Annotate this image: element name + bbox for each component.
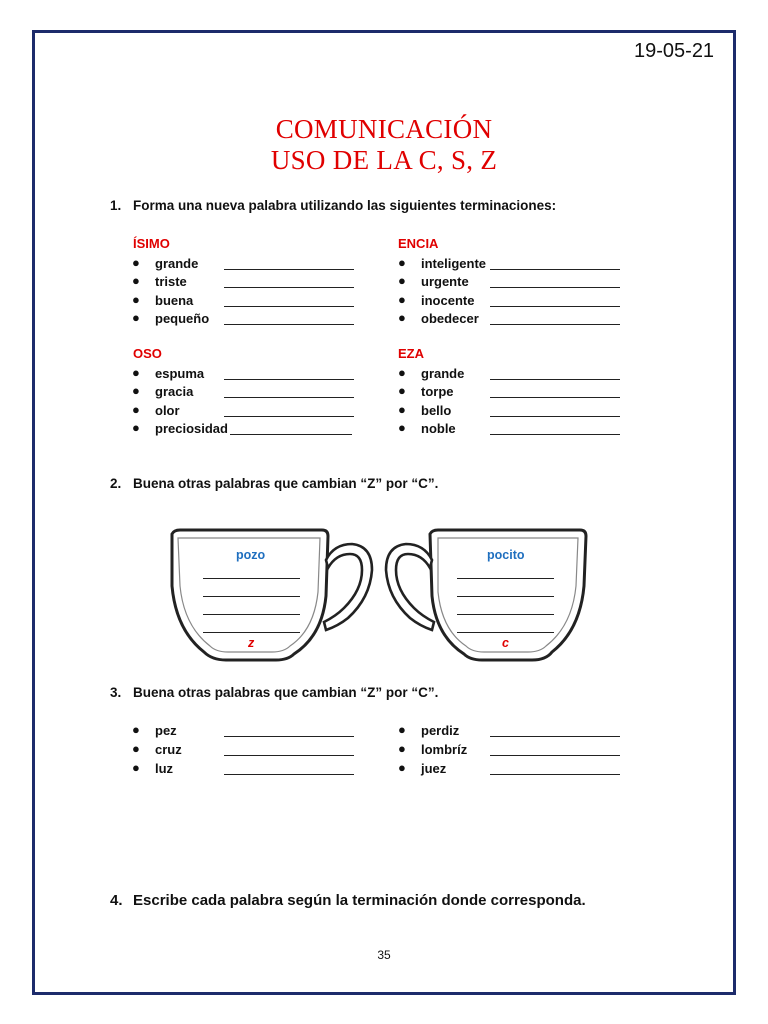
answer-line[interactable] xyxy=(490,287,620,288)
bullet-icon: ● xyxy=(132,255,140,270)
list-item-word: pequeño xyxy=(155,310,210,326)
list-item-word: grande xyxy=(421,366,465,381)
list-item-word: pez xyxy=(155,723,177,738)
answer-line[interactable] xyxy=(224,306,354,307)
list-item-word: buena xyxy=(155,292,194,308)
answer-line[interactable] xyxy=(203,578,300,579)
list-item-word: inocente xyxy=(421,292,475,308)
list-item-word: bello xyxy=(421,402,452,418)
list-item-word: cruz xyxy=(155,742,182,757)
list-item xyxy=(132,366,354,384)
list-item-word: preciosidad xyxy=(155,420,228,436)
list-item xyxy=(132,723,354,741)
bullet-icon: ● xyxy=(398,741,406,756)
question-4 xyxy=(110,892,586,909)
bullet-icon: ● xyxy=(132,291,140,307)
bullet-icon: ● xyxy=(132,722,140,737)
answer-line[interactable] xyxy=(224,397,354,398)
bullet-icon: ● xyxy=(398,365,406,380)
question-text: Escribe cada palabra según la terminación donde corresponda. xyxy=(133,892,586,909)
bullet-icon: ● xyxy=(398,401,406,417)
list-item xyxy=(132,384,354,402)
answer-line[interactable] xyxy=(490,324,620,325)
page-number: 35 xyxy=(377,948,391,962)
cup-right-letter: c xyxy=(502,636,509,650)
answer-line[interactable] xyxy=(457,632,554,633)
list-item-word: obedecer xyxy=(421,310,479,326)
bullet-icon: ● xyxy=(398,760,406,775)
answer-line[interactable] xyxy=(490,755,620,756)
list-item-word: gracia xyxy=(155,384,194,400)
list-item xyxy=(398,421,620,439)
answer-line[interactable] xyxy=(490,379,620,380)
question-text: Buena otras palabras que cambian “Z” por “C”. xyxy=(133,685,439,700)
list-item-word: urgente xyxy=(421,274,469,290)
list-item-word: noble xyxy=(421,420,456,436)
list-item xyxy=(398,274,620,292)
answer-line[interactable] xyxy=(490,397,620,398)
list-item xyxy=(398,256,620,274)
list-item xyxy=(132,274,354,292)
list-item xyxy=(398,366,620,384)
list-item xyxy=(132,256,354,274)
answer-line[interactable] xyxy=(490,736,620,737)
date: 19-05-21 xyxy=(634,40,715,62)
answer-line[interactable] xyxy=(224,379,354,380)
bullet-icon: ● xyxy=(398,309,406,325)
answer-line[interactable] xyxy=(457,596,554,597)
list-item-word: luz xyxy=(155,761,174,776)
answer-line[interactable] xyxy=(490,269,620,270)
suffix-heading: OSO xyxy=(133,346,162,361)
answer-line[interactable] xyxy=(224,324,354,325)
list-item xyxy=(132,742,354,760)
answer-line[interactable] xyxy=(230,434,352,435)
list-item xyxy=(132,311,354,329)
list-item-word: olor xyxy=(155,402,180,418)
question-text: Forma una nueva palabra utilizando las siguientes terminaciones: xyxy=(133,198,557,213)
answer-line[interactable] xyxy=(203,614,300,615)
bullet-icon: ● xyxy=(132,419,140,435)
list-item xyxy=(132,403,354,421)
bullet-icon: ● xyxy=(398,273,406,289)
answer-line[interactable] xyxy=(457,578,554,579)
question-1 xyxy=(110,198,556,213)
list-item-word: lombríz xyxy=(421,742,468,757)
question-3 xyxy=(110,685,438,700)
answer-line[interactable] xyxy=(224,269,354,270)
list-item xyxy=(132,761,354,779)
bullet-icon: ● xyxy=(132,760,140,775)
list-item-word: inteligente xyxy=(421,256,487,271)
list-item xyxy=(398,723,620,741)
answer-line[interactable] xyxy=(224,774,354,775)
list-item xyxy=(132,293,354,311)
list-item xyxy=(398,293,620,311)
list-item xyxy=(398,384,620,402)
bullet-icon: ● xyxy=(132,741,140,756)
answer-line[interactable] xyxy=(224,416,354,417)
bullet-icon: ● xyxy=(398,291,406,307)
list-item xyxy=(398,311,620,329)
list-item xyxy=(132,421,352,439)
list-item xyxy=(398,403,620,421)
page-subtitle: USO DE LA C, S, Z xyxy=(270,145,498,175)
list-item-word: triste xyxy=(155,274,187,290)
list-item-word: perdiz xyxy=(421,723,460,738)
question-number: 2. xyxy=(110,476,122,491)
bullet-icon: ● xyxy=(132,273,140,289)
answer-line[interactable] xyxy=(490,416,620,417)
answer-line[interactable] xyxy=(203,596,300,597)
answer-line[interactable] xyxy=(224,287,354,288)
cup-right-label: pocito xyxy=(487,548,525,562)
answer-line[interactable] xyxy=(490,774,620,775)
bullet-icon: ● xyxy=(132,383,140,399)
answer-line[interactable] xyxy=(224,755,354,756)
suffix-heading: ÍSIMO xyxy=(133,236,170,251)
cup-left-label: pozo xyxy=(236,548,266,562)
cup-left-letter: z xyxy=(248,636,255,650)
question-number: 4. xyxy=(110,892,123,909)
bullet-icon: ● xyxy=(132,365,140,380)
page-title: COMUNICACIÓN xyxy=(275,114,493,144)
list-item-word: grande xyxy=(155,256,199,271)
suffix-heading: EZA xyxy=(398,346,424,361)
list-item-word: juez xyxy=(421,761,447,776)
question-number: 3. xyxy=(110,685,122,700)
list-item-word: espuma xyxy=(155,366,205,381)
list-item xyxy=(398,761,620,779)
answer-line[interactable] xyxy=(490,306,620,307)
list-item xyxy=(398,742,620,760)
answer-line[interactable] xyxy=(224,736,354,737)
question-2 xyxy=(110,476,438,491)
bullet-icon: ● xyxy=(398,722,406,737)
bullet-icon: ● xyxy=(132,401,140,417)
question-number: 1. xyxy=(110,198,122,213)
bullet-icon: ● xyxy=(398,383,406,399)
bullet-icon: ● xyxy=(398,419,406,435)
answer-line[interactable] xyxy=(457,614,554,615)
bullet-icon: ● xyxy=(132,309,140,325)
suffix-heading: ENCIA xyxy=(398,236,439,251)
answer-line[interactable] xyxy=(490,434,620,435)
list-item-word: torpe xyxy=(421,384,454,400)
question-text: Buena otras palabras que cambian “Z” por “C”. xyxy=(133,476,439,491)
bullet-icon: ● xyxy=(398,255,406,270)
answer-line[interactable] xyxy=(203,632,300,633)
